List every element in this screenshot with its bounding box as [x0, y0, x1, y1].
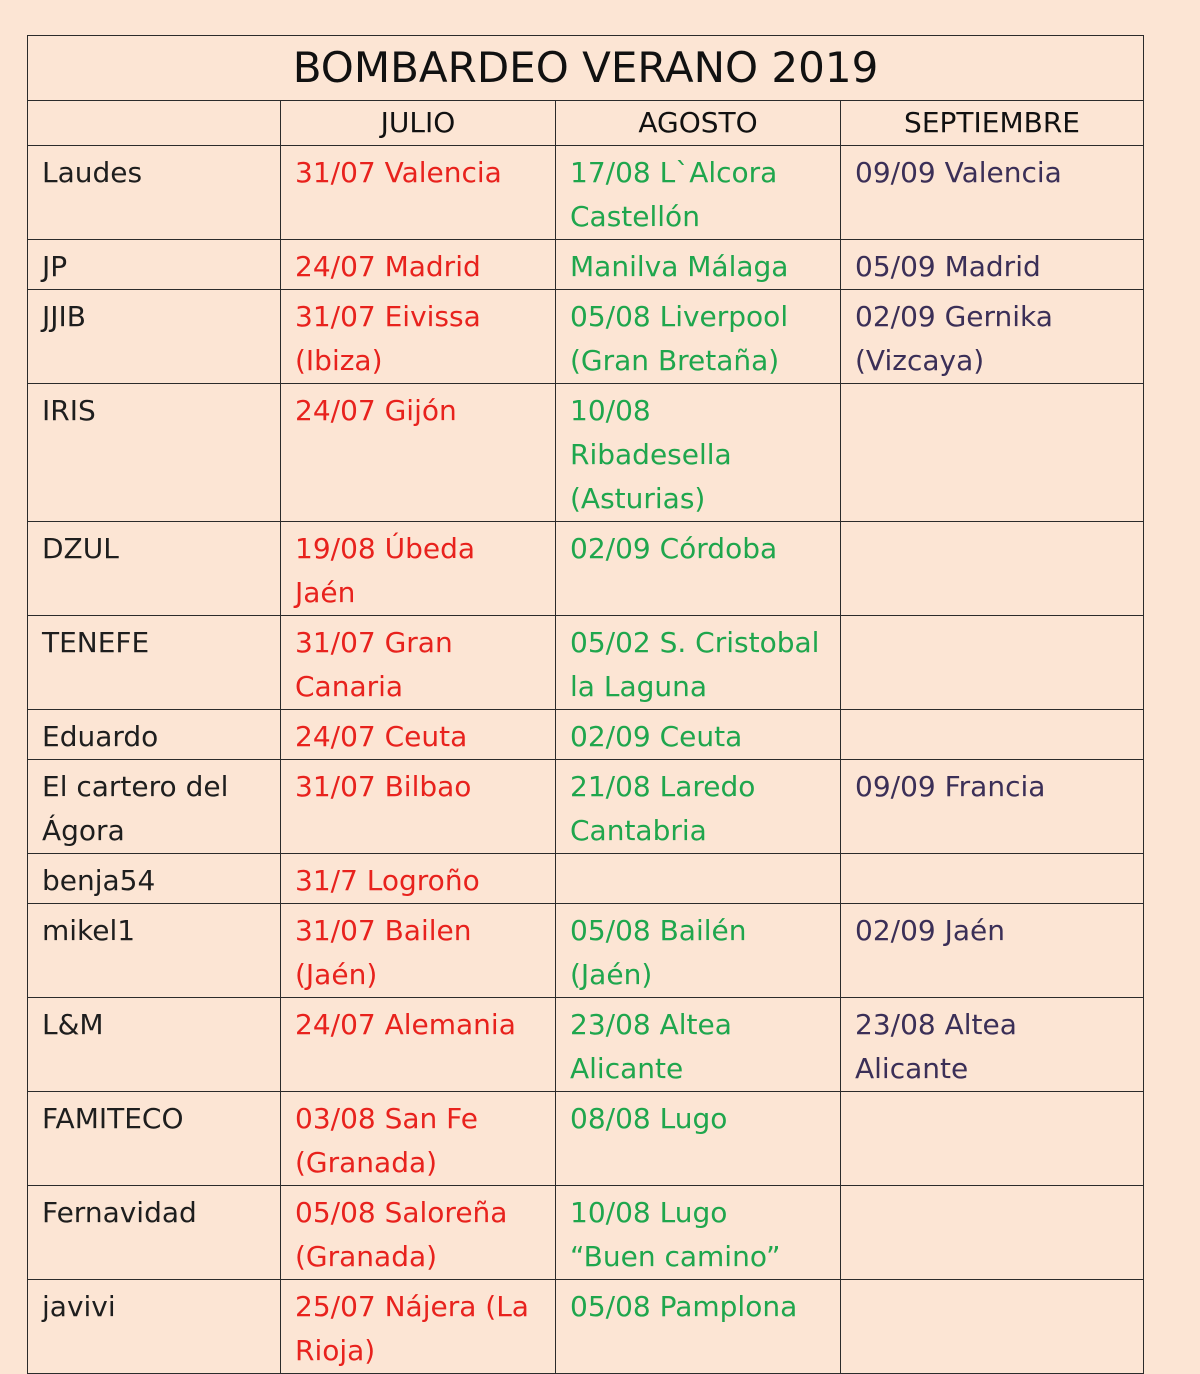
participant-name-text: JJIB — [42, 300, 86, 333]
table-row — [28, 1186, 1144, 1280]
agosto-cell — [556, 146, 841, 240]
julio-cell-text: 19/08 Úbeda Jaén — [295, 532, 476, 609]
header-julio: JULIO — [281, 101, 556, 146]
septiembre-cell-text: 02/09 Jaén — [855, 914, 1005, 947]
julio-cell-text: 31/07 Gran Canaria — [295, 626, 453, 703]
septiembre-cell — [841, 904, 1144, 998]
agosto-cell — [556, 998, 841, 1092]
table-row — [28, 616, 1144, 710]
julio-cell-text: 31/07 Eivissa (Ibiza) — [295, 300, 481, 377]
julio-cell-text: 05/08 Saloreña (Granada) — [295, 1196, 508, 1273]
julio-cell — [281, 290, 556, 384]
septiembre-cell — [841, 854, 1144, 904]
julio-cell-text: 24/07 Alemania — [295, 1008, 516, 1041]
participant-name-text: Fernavidad — [42, 1196, 197, 1229]
septiembre-cell — [841, 384, 1144, 522]
agosto-cell-text: 23/08 Altea Alicante — [570, 1008, 732, 1085]
agosto-cell — [556, 240, 841, 290]
table-row — [28, 522, 1144, 616]
agosto-cell — [556, 710, 841, 760]
table-row — [28, 904, 1144, 998]
julio-cell-text: 24/07 Ceuta — [295, 720, 468, 753]
agosto-cell — [556, 1186, 841, 1280]
julio-cell-text: 31/07 Valencia — [295, 156, 502, 189]
julio-cell — [281, 904, 556, 998]
septiembre-cell — [841, 290, 1144, 384]
participant-name-text: L&M — [42, 1008, 104, 1041]
header-row — [28, 101, 1144, 146]
septiembre-cell-text: 05/09 Madrid — [855, 250, 1041, 283]
table-title: BOMBARDEO VERANO 2019 — [28, 36, 1144, 101]
participant-name-text: DZUL — [42, 532, 119, 565]
agosto-cell — [556, 522, 841, 616]
table-row — [28, 760, 1144, 854]
julio-cell-text: 03/08 San Fe (Granada) — [295, 1102, 478, 1179]
participant-name — [28, 760, 281, 854]
septiembre-cell-text: 09/09 Valencia — [855, 156, 1062, 189]
julio-cell — [281, 146, 556, 240]
participant-name-text: IRIS — [42, 394, 96, 427]
table-row — [28, 1092, 1144, 1186]
participant-name — [28, 240, 281, 290]
septiembre-cell — [841, 522, 1144, 616]
table-row — [28, 290, 1144, 384]
agosto-cell — [556, 290, 841, 384]
table-row — [28, 146, 1144, 240]
participant-name-text: JP — [42, 250, 68, 283]
header-name — [28, 101, 281, 146]
julio-cell — [281, 384, 556, 522]
participant-name-text: Eduardo — [42, 720, 159, 753]
julio-cell — [281, 1280, 556, 1374]
header-septiembre: SEPTIEMBRE — [841, 101, 1144, 146]
table-row — [28, 854, 1144, 904]
julio-cell — [281, 616, 556, 710]
julio-cell — [281, 854, 556, 904]
participant-name-text: benja54 — [42, 864, 156, 897]
julio-cell — [281, 710, 556, 760]
agosto-cell-text: 10/08 Lugo “Buen camino” — [570, 1196, 781, 1273]
julio-cell-text: 31/7 Logroño — [295, 864, 480, 897]
participant-name — [28, 290, 281, 384]
table-row — [28, 710, 1144, 760]
participant-name — [28, 710, 281, 760]
julio-cell-text: 24/07 Gijón — [295, 394, 457, 427]
septiembre-cell — [841, 146, 1144, 240]
participant-name-text: El cartero del Ágora — [42, 770, 229, 847]
julio-cell-text: 31/07 Bilbao — [295, 770, 472, 803]
agosto-cell-text: 10/08 Ribadesella (Asturias) — [570, 394, 732, 515]
participant-name — [28, 1186, 281, 1280]
agosto-cell — [556, 384, 841, 522]
participant-name — [28, 854, 281, 904]
table-row — [28, 384, 1144, 522]
septiembre-cell-text: 09/09 Francia — [855, 770, 1046, 803]
title-row — [28, 36, 1144, 101]
septiembre-cell — [841, 998, 1144, 1092]
septiembre-cell-text: 02/09 Gernika (Vizcaya) — [855, 300, 1053, 377]
julio-cell — [281, 522, 556, 616]
agosto-cell — [556, 616, 841, 710]
agosto-cell-text: 05/08 Pamplona — [570, 1290, 798, 1323]
agosto-cell-text: 05/02 S. Cristobal la Laguna — [570, 626, 820, 703]
julio-cell-text: 31/07 Bailen (Jaén) — [295, 914, 472, 991]
agosto-cell-text: 21/08 Laredo Cantabria — [570, 770, 756, 847]
julio-cell-text: 24/07 Madrid — [295, 250, 481, 283]
julio-cell — [281, 998, 556, 1092]
julio-cell — [281, 760, 556, 854]
agosto-cell — [556, 1092, 841, 1186]
agosto-cell — [556, 904, 841, 998]
participant-name — [28, 146, 281, 240]
table-row — [28, 1280, 1144, 1374]
septiembre-cell — [841, 710, 1144, 760]
participant-name — [28, 1092, 281, 1186]
participant-name-text: TENEFE — [42, 626, 150, 659]
participant-name — [28, 1280, 281, 1374]
agosto-cell-text: 05/08 Liverpool (Gran Bretaña) — [570, 300, 789, 377]
participant-name-text: javivi — [42, 1290, 116, 1323]
participant-name — [28, 904, 281, 998]
julio-cell — [281, 1092, 556, 1186]
julio-cell — [281, 240, 556, 290]
table-row — [28, 998, 1144, 1092]
agosto-cell-text: 17/08 L`Alcora Castellón — [570, 156, 778, 233]
agosto-cell — [556, 1280, 841, 1374]
julio-cell-text: 25/07 Nájera (La Rioja) — [295, 1290, 529, 1367]
agosto-cell-text: 08/08 Lugo — [570, 1102, 728, 1135]
participant-name-text: mikel1 — [42, 914, 136, 947]
schedule-table — [27, 35, 1144, 1374]
agosto-cell — [556, 854, 841, 904]
header-agosto: AGOSTO — [556, 101, 841, 146]
participant-name — [28, 616, 281, 710]
agosto-cell-text: 05/08 Bailén (Jaén) — [570, 914, 747, 991]
participant-name-text: Laudes — [42, 156, 143, 189]
participant-name — [28, 998, 281, 1092]
septiembre-cell — [841, 1186, 1144, 1280]
agosto-cell-text: 02/09 Ceuta — [570, 720, 743, 753]
septiembre-cell — [841, 1280, 1144, 1374]
agosto-cell — [556, 760, 841, 854]
julio-cell — [281, 1186, 556, 1280]
participant-name — [28, 522, 281, 616]
septiembre-cell — [841, 616, 1144, 710]
septiembre-cell — [841, 760, 1144, 854]
participant-name — [28, 384, 281, 522]
agosto-cell-text: 02/09 Córdoba — [570, 532, 778, 565]
table-row — [28, 240, 1144, 290]
septiembre-cell-text: 23/08 Altea Alicante — [855, 1008, 1017, 1085]
septiembre-cell — [841, 240, 1144, 290]
participant-name-text: FAMITECO — [42, 1102, 184, 1135]
agosto-cell-text: Manilva Málaga — [570, 250, 789, 283]
septiembre-cell — [841, 1092, 1144, 1186]
